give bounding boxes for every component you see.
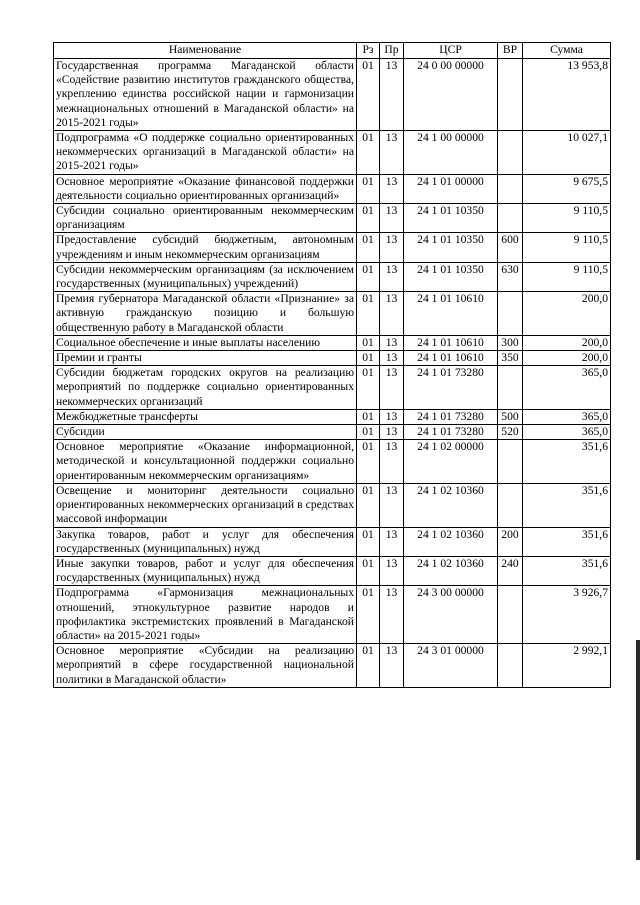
table-row	[54, 292, 611, 336]
row-pr: 13	[380, 131, 404, 175]
row-rz: 01	[357, 527, 380, 556]
row-pr: 13	[380, 233, 404, 262]
row-sum: 2 992,1	[523, 644, 611, 688]
row-name: Премии и гранты	[54, 351, 357, 366]
budget-table	[53, 42, 611, 688]
row-csr: 24 1 01 73280	[404, 366, 498, 410]
row-sum: 3 926,7	[523, 586, 611, 644]
table-row	[54, 409, 611, 424]
table-row	[54, 644, 611, 688]
row-rz: 01	[357, 483, 380, 527]
row-rz: 01	[357, 440, 380, 484]
row-rz: 01	[357, 335, 380, 350]
table-row	[54, 262, 611, 291]
row-pr: 13	[380, 483, 404, 527]
row-sum: 13 953,8	[523, 59, 611, 131]
row-sum: 351,6	[523, 440, 611, 484]
row-vr: 300	[498, 335, 523, 350]
row-pr: 13	[380, 556, 404, 585]
row-sum: 351,6	[523, 527, 611, 556]
row-sum: 351,6	[523, 556, 611, 585]
row-rz: 01	[357, 586, 380, 644]
scan-edge-mark	[636, 640, 640, 860]
row-name: Основное мероприятие «Оказание финансовой поддержки деятельности социально ориентированных организаций»	[54, 174, 357, 203]
row-pr: 13	[380, 59, 404, 131]
table-row	[54, 440, 611, 484]
row-csr: 24 1 01 10350	[404, 262, 498, 291]
row-csr: 24 1 01 10350	[404, 204, 498, 233]
row-rz: 01	[357, 292, 380, 336]
row-vr: 520	[498, 425, 523, 440]
row-name: Субсидии	[54, 425, 357, 440]
row-csr: 24 1 02 10360	[404, 527, 498, 556]
row-sum: 9 110,5	[523, 233, 611, 262]
row-name: Субсидии бюджетам городских округов на реализацию мероприятий по поддержке социально ориентированных некоммерческих организаций	[54, 366, 357, 410]
row-name: Закупка товаров, работ и услуг для обеспечения государственных (муниципальных) нужд	[54, 527, 357, 556]
table-row	[54, 131, 611, 175]
row-pr: 13	[380, 262, 404, 291]
row-pr: 13	[380, 174, 404, 203]
row-csr: 24 1 00 00000	[404, 131, 498, 175]
table-row	[54, 233, 611, 262]
row-sum: 365,0	[523, 425, 611, 440]
table-row	[54, 586, 611, 644]
row-vr	[498, 174, 523, 203]
table-row	[54, 174, 611, 203]
row-pr: 13	[380, 366, 404, 410]
row-rz: 01	[357, 174, 380, 203]
row-csr: 24 3 00 00000	[404, 586, 498, 644]
row-rz: 01	[357, 556, 380, 585]
header-name: Наименование	[54, 43, 357, 59]
table-row	[54, 556, 611, 585]
row-pr: 13	[380, 204, 404, 233]
row-rz: 01	[357, 644, 380, 688]
row-sum: 351,6	[523, 483, 611, 527]
row-sum: 9 110,5	[523, 262, 611, 291]
row-name: Субсидии некоммерческим организациям (за исключением государственных (муниципальных) учреждений)	[54, 262, 357, 291]
row-rz: 01	[357, 366, 380, 410]
row-rz: 01	[357, 351, 380, 366]
row-rz: 01	[357, 233, 380, 262]
row-csr: 24 1 01 73280	[404, 409, 498, 424]
row-rz: 01	[357, 204, 380, 233]
row-sum: 365,0	[523, 366, 611, 410]
table-body	[54, 59, 611, 688]
row-vr: 240	[498, 556, 523, 585]
row-csr: 24 1 01 73280	[404, 425, 498, 440]
row-name: Подпрограмма «О поддержке социально ориентированных некоммерческих организаций в Магаданской области» на 2015-2021 годы»	[54, 131, 357, 175]
row-name: Основное мероприятие «Субсидии на реализацию мероприятий в сфере государственной национальной политики в Магаданской области»	[54, 644, 357, 688]
row-vr	[498, 644, 523, 688]
table-row	[54, 204, 611, 233]
header-pr: Пр	[380, 43, 404, 59]
row-vr	[498, 366, 523, 410]
row-vr: 500	[498, 409, 523, 424]
row-csr: 24 0 00 00000	[404, 59, 498, 131]
row-name: Иные закупки товаров, работ и услуг для обеспечения государственных (муниципальных) нужд	[54, 556, 357, 585]
row-csr: 24 1 02 10360	[404, 556, 498, 585]
row-vr: 600	[498, 233, 523, 262]
row-sum: 9 675,5	[523, 174, 611, 203]
row-name: Государственная программа Магаданской области «Содействие развитию институтов гражданского общества, укреплению единства российской нации и гармонизации межнациональных отношений в Магаданской области» на 2015-2021 годы»	[54, 59, 357, 131]
row-csr: 24 1 01 00000	[404, 174, 498, 203]
row-vr	[498, 440, 523, 484]
row-pr: 13	[380, 292, 404, 336]
row-csr: 24 1 01 10350	[404, 233, 498, 262]
row-pr: 13	[380, 440, 404, 484]
row-pr: 13	[380, 425, 404, 440]
row-pr: 13	[380, 409, 404, 424]
row-vr	[498, 483, 523, 527]
row-csr: 24 1 01 10610	[404, 335, 498, 350]
table-row	[54, 366, 611, 410]
row-sum: 200,0	[523, 351, 611, 366]
header-vr: ВР	[498, 43, 523, 59]
row-vr	[498, 59, 523, 131]
row-name: Социальное обеспечение и иные выплаты населению	[54, 335, 357, 350]
row-vr	[498, 131, 523, 175]
row-name: Премия губернатора Магаданской области «Признание» за активную гражданскую позицию и большую общественную работу в Магаданской области	[54, 292, 357, 336]
row-sum: 10 027,1	[523, 131, 611, 175]
row-name: Основное мероприятие «Оказание информационной, методической и консультационной поддержки социально ориентированным некоммерческим организациям»	[54, 440, 357, 484]
row-pr: 13	[380, 644, 404, 688]
table-row	[54, 59, 611, 131]
row-csr: 24 1 01 10610	[404, 292, 498, 336]
row-rz: 01	[357, 262, 380, 291]
row-rz: 01	[357, 409, 380, 424]
row-sum: 200,0	[523, 292, 611, 336]
row-csr: 24 1 01 10610	[404, 351, 498, 366]
row-name: Межбюджетные трансферты	[54, 409, 357, 424]
row-name: Предоставление субсидий бюджетным, автономным учреждениям и иным некоммерческим организациям	[54, 233, 357, 262]
row-sum: 200,0	[523, 335, 611, 350]
row-pr: 13	[380, 335, 404, 350]
row-rz: 01	[357, 131, 380, 175]
row-name: Освещение и мониторинг деятельности социально ориентированных некоммерческих организаций в средствах массовой информации	[54, 483, 357, 527]
header-rz: Рз	[357, 43, 380, 59]
row-vr	[498, 292, 523, 336]
row-name: Субсидии социально ориентированным некоммерческим организациям	[54, 204, 357, 233]
row-rz: 01	[357, 59, 380, 131]
row-pr: 13	[380, 351, 404, 366]
row-csr: 24 1 02 00000	[404, 440, 498, 484]
table-row	[54, 351, 611, 366]
row-pr: 13	[380, 586, 404, 644]
row-vr: 630	[498, 262, 523, 291]
row-sum: 9 110,5	[523, 204, 611, 233]
row-rz: 01	[357, 425, 380, 440]
row-vr: 350	[498, 351, 523, 366]
header-sum: Сумма	[523, 43, 611, 59]
row-csr: 24 3 01 00000	[404, 644, 498, 688]
row-name: Подпрограмма «Гармонизация межнациональных отношений, этнокультурное развитие народов и профилактика экстремистских проявлений в Магаданской области» на 2015-2021 годы»	[54, 586, 357, 644]
row-vr	[498, 586, 523, 644]
header-csr: ЦСР	[404, 43, 498, 59]
row-vr	[498, 204, 523, 233]
row-csr: 24 1 02 10360	[404, 483, 498, 527]
table-row	[54, 483, 611, 527]
table-row	[54, 335, 611, 350]
table-header-row	[54, 43, 611, 59]
row-sum: 365,0	[523, 409, 611, 424]
table-row	[54, 425, 611, 440]
table-row	[54, 527, 611, 556]
row-vr: 200	[498, 527, 523, 556]
row-pr: 13	[380, 527, 404, 556]
